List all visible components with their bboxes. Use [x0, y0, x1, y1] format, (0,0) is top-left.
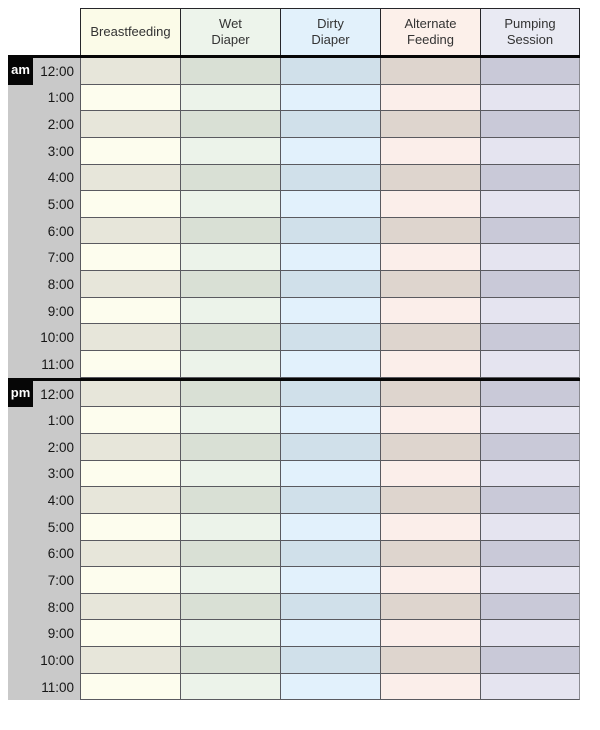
log-cell[interactable] — [380, 567, 480, 594]
log-cell[interactable] — [80, 620, 180, 647]
time-cell — [8, 111, 80, 138]
log-cell[interactable] — [380, 407, 480, 434]
time-cell — [8, 351, 80, 378]
time-cell — [8, 407, 80, 434]
log-cell[interactable] — [80, 271, 180, 298]
time-label: 9:00 — [47, 626, 74, 642]
log-cell[interactable] — [280, 271, 380, 298]
log-cell[interactable] — [480, 324, 580, 351]
log-cell[interactable] — [480, 674, 580, 701]
log-cell[interactable] — [280, 487, 380, 514]
time-label: 6:00 — [47, 546, 74, 562]
column-header-label: Alternate Feeding — [404, 15, 457, 47]
time-cell — [8, 620, 80, 647]
time-cell — [8, 567, 80, 594]
column-header-dirty-diaper — [280, 8, 380, 55]
log-cell[interactable] — [80, 541, 180, 568]
time-cell — [8, 487, 80, 514]
log-cell[interactable] — [380, 111, 480, 138]
log-cell[interactable] — [80, 407, 180, 434]
log-cell[interactable] — [180, 407, 280, 434]
time-label: 10:00 — [40, 330, 74, 346]
am-badge: am — [8, 55, 33, 85]
log-cell[interactable] — [280, 434, 380, 461]
log-cell[interactable] — [380, 461, 480, 488]
table-corner-spacer — [8, 8, 80, 55]
log-cell[interactable] — [480, 381, 580, 408]
log-cell[interactable] — [180, 111, 280, 138]
time-cell — [8, 138, 80, 165]
log-cell[interactable] — [480, 647, 580, 674]
log-cell[interactable] — [80, 647, 180, 674]
log-cell[interactable] — [380, 85, 480, 112]
log-cell[interactable] — [480, 594, 580, 621]
time-label: 4:00 — [47, 170, 74, 186]
log-cell[interactable] — [280, 620, 380, 647]
time-cell — [8, 594, 80, 621]
time-label: 12:00 — [40, 63, 74, 79]
log-cell[interactable] — [180, 298, 280, 325]
log-cell[interactable] — [380, 298, 480, 325]
log-cell[interactable] — [280, 461, 380, 488]
log-cell[interactable] — [180, 271, 280, 298]
log-cell[interactable] — [180, 567, 280, 594]
log-cell[interactable] — [280, 407, 380, 434]
log-cell[interactable] — [480, 58, 580, 85]
log-cell[interactable] — [180, 351, 280, 378]
time-label: 11:00 — [41, 356, 74, 372]
log-cell[interactable] — [280, 111, 380, 138]
log-cell[interactable] — [180, 324, 280, 351]
log-cell[interactable] — [280, 541, 380, 568]
time-cell — [8, 271, 80, 298]
log-cell[interactable] — [380, 487, 480, 514]
time-label: 8:00 — [47, 276, 74, 292]
log-cell[interactable] — [380, 674, 480, 701]
log-cell[interactable] — [380, 191, 480, 218]
time-cell — [8, 514, 80, 541]
log-cell[interactable] — [480, 351, 580, 378]
log-cell[interactable] — [380, 351, 480, 378]
time-cell — [8, 191, 80, 218]
log-cell[interactable] — [80, 461, 180, 488]
log-cell[interactable] — [80, 218, 180, 245]
time-label: 7:00 — [47, 250, 74, 266]
log-cell[interactable] — [480, 218, 580, 245]
log-cell[interactable] — [180, 541, 280, 568]
log-cell[interactable] — [480, 461, 580, 488]
log-cell[interactable] — [380, 594, 480, 621]
log-cell[interactable] — [80, 58, 180, 85]
log-cell[interactable] — [80, 594, 180, 621]
time-label: 2:00 — [47, 439, 74, 455]
log-cell[interactable] — [280, 381, 380, 408]
log-cell[interactable] — [380, 271, 480, 298]
time-cell — [8, 218, 80, 245]
log-cell[interactable] — [280, 244, 380, 271]
time-label: 3:00 — [47, 143, 74, 159]
log-cell[interactable] — [280, 351, 380, 378]
column-header-pumping-session — [480, 8, 580, 55]
log-cell[interactable] — [380, 541, 480, 568]
column-header-label: Breastfeeding — [90, 23, 171, 39]
log-cell[interactable] — [180, 165, 280, 192]
log-cell[interactable] — [180, 218, 280, 245]
time-label: 3:00 — [47, 466, 74, 482]
log-cell[interactable] — [180, 514, 280, 541]
log-cell[interactable] — [180, 674, 280, 701]
time-cell — [8, 244, 80, 271]
log-cell[interactable] — [180, 594, 280, 621]
log-cell[interactable] — [380, 381, 480, 408]
log-cell[interactable] — [380, 434, 480, 461]
log-cell[interactable] — [80, 138, 180, 165]
log-cell[interactable] — [480, 138, 580, 165]
log-cell[interactable] — [380, 647, 480, 674]
log-cell[interactable] — [280, 298, 380, 325]
log-cell[interactable] — [280, 647, 380, 674]
log-cell[interactable] — [80, 487, 180, 514]
time-label: 4:00 — [47, 493, 74, 509]
time-label: 6:00 — [47, 223, 74, 239]
column-header-breastfeeding — [80, 8, 180, 55]
time-label: 10:00 — [40, 652, 74, 668]
log-cell[interactable] — [280, 218, 380, 245]
log-cell[interactable] — [480, 244, 580, 271]
time-label: 8:00 — [47, 599, 74, 615]
log-cell[interactable] — [180, 620, 280, 647]
time-cell — [8, 381, 80, 408]
log-cell[interactable] — [380, 324, 480, 351]
time-cell — [8, 324, 80, 351]
time-cell — [8, 85, 80, 112]
log-cell[interactable] — [380, 58, 480, 85]
log-cell[interactable] — [80, 165, 180, 192]
log-cell[interactable] — [480, 165, 580, 192]
log-cell[interactable] — [80, 381, 180, 408]
log-cell[interactable] — [380, 244, 480, 271]
column-header-wet-diaper — [180, 8, 280, 55]
column-header-label: Wet Diaper — [211, 15, 250, 47]
log-cell[interactable] — [380, 620, 480, 647]
log-cell[interactable] — [480, 111, 580, 138]
column-header-label: Pumping Session — [504, 15, 556, 47]
log-cell[interactable] — [80, 351, 180, 378]
column-header-alternate-feeding — [380, 8, 480, 55]
time-label: 7:00 — [47, 572, 74, 588]
log-cell[interactable] — [180, 85, 280, 112]
log-cell[interactable] — [480, 567, 580, 594]
log-cell[interactable] — [280, 138, 380, 165]
log-cell[interactable] — [180, 138, 280, 165]
time-cell — [8, 165, 80, 192]
time-cell — [8, 674, 80, 701]
log-cell[interactable] — [280, 594, 380, 621]
log-cell[interactable] — [80, 514, 180, 541]
log-cell[interactable] — [480, 85, 580, 112]
time-label: 5:00 — [47, 519, 74, 535]
time-cell — [8, 647, 80, 674]
time-label: 9:00 — [47, 303, 74, 319]
log-cell[interactable] — [480, 298, 580, 325]
log-cell[interactable] — [80, 434, 180, 461]
log-cell[interactable] — [480, 191, 580, 218]
log-cell[interactable] — [480, 407, 580, 434]
log-cell[interactable] — [180, 434, 280, 461]
time-label: 11:00 — [41, 679, 74, 695]
log-cell[interactable] — [480, 620, 580, 647]
log-cell[interactable] — [480, 487, 580, 514]
time-label: 5:00 — [47, 197, 74, 213]
log-cell[interactable] — [280, 58, 380, 85]
log-cell[interactable] — [80, 298, 180, 325]
time-cell — [8, 541, 80, 568]
pm-badge: pm — [8, 378, 33, 408]
log-cell[interactable] — [180, 191, 280, 218]
time-cell — [8, 461, 80, 488]
log-cell[interactable] — [180, 647, 280, 674]
log-cell[interactable] — [80, 244, 180, 271]
log-cell[interactable] — [480, 541, 580, 568]
column-header-label: Dirty Diaper — [311, 15, 350, 47]
tracking-table — [8, 8, 580, 700]
log-cell[interactable] — [380, 514, 480, 541]
time-label: 1:00 — [47, 90, 74, 106]
log-cell[interactable] — [280, 85, 380, 112]
log-cell[interactable] — [80, 324, 180, 351]
time-cell — [8, 434, 80, 461]
time-label: 12:00 — [40, 386, 74, 402]
log-cell[interactable] — [480, 434, 580, 461]
log-cell[interactable] — [380, 138, 480, 165]
log-cell[interactable] — [80, 85, 180, 112]
log-cell[interactable] — [280, 165, 380, 192]
log-cell[interactable] — [480, 271, 580, 298]
log-cell[interactable] — [180, 244, 280, 271]
log-cell[interactable] — [80, 111, 180, 138]
log-cell[interactable] — [380, 165, 480, 192]
log-cell[interactable] — [180, 461, 280, 488]
time-label: 1:00 — [47, 413, 74, 429]
log-cell[interactable] — [380, 218, 480, 245]
log-cell[interactable] — [280, 514, 380, 541]
log-cell[interactable] — [80, 567, 180, 594]
log-cell[interactable] — [280, 191, 380, 218]
time-cell — [8, 58, 80, 85]
log-cell[interactable] — [80, 674, 180, 701]
log-cell[interactable] — [280, 674, 380, 701]
log-cell[interactable] — [180, 487, 280, 514]
log-cell[interactable] — [480, 514, 580, 541]
time-label: 2:00 — [47, 117, 74, 133]
log-cell[interactable] — [80, 191, 180, 218]
log-cell[interactable] — [280, 567, 380, 594]
log-cell[interactable] — [280, 324, 380, 351]
log-cell[interactable] — [180, 58, 280, 85]
log-cell[interactable] — [180, 381, 280, 408]
time-cell — [8, 298, 80, 325]
